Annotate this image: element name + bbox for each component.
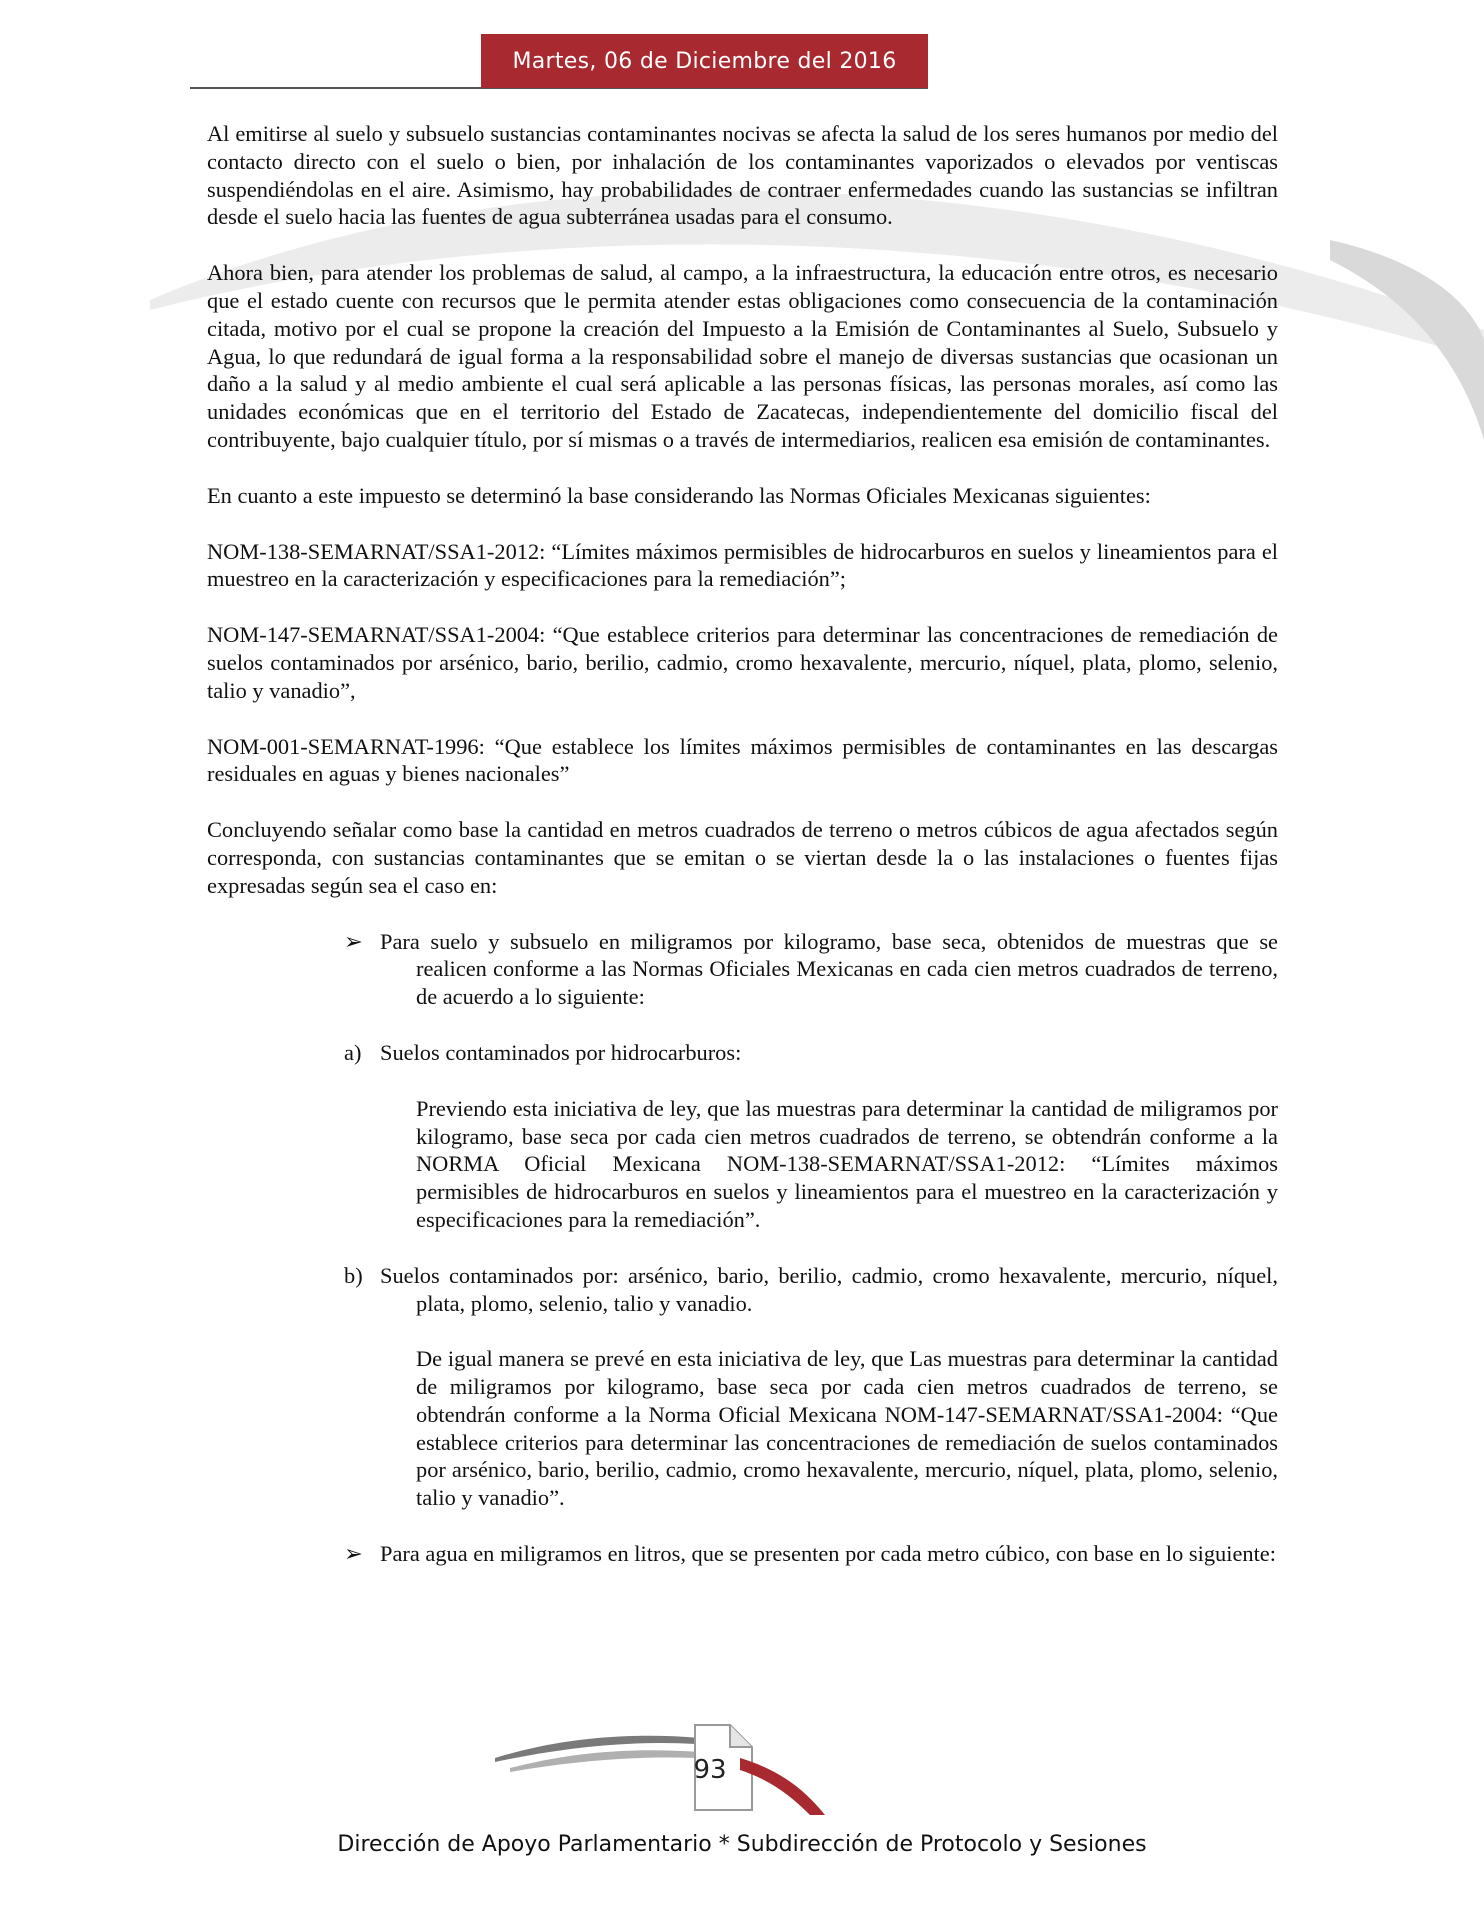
list-item-b [207,1262,1278,1318]
header-date-banner [481,34,928,88]
arrow-bullet-icon: ➢ [344,928,363,954]
paragraph-health-effects: Al emitirse al suelo y subsuelo sustancias contaminantes nocivas se afecta la salud de los seres humanos por medio del contacto directo con el suelo o bien, por inhalación de los contaminantes vaporizados o elevados por ventiscas suspendiéndolas en el aire. Asimismo, hay probabilidades de contraer enfermedades cuando las sustancias se infiltran desde el suelo hacia las fuentes de agua subterránea usadas para el consumo. [207,121,1278,230]
arrow-bullet-icon: ➢ [344,1541,363,1567]
list-item-soil-text: Para suelo y subsuelo en miligramos por kilogramo, base seca, obtenidos de muestras que se realicen conforme a las Normas Oficiales Mexicanas en cada cien metros cuadrados de terreno, de acuerdo a lo siguiente: [380,928,1278,1010]
list-item-water-text: Para agua en miligramos en litros, que se presenten por cada metro cúbico, con base en lo siguiente: [380,1541,1276,1567]
list-item-b-text: Suelos contaminados por: arsénico, bario, berilio, cadmio, cromo hexavalente, mercurio, níquel, plata, plomo, selenio, talio y vanadio. [380,1262,1278,1316]
list-item-a-detail: Previendo esta iniciativa de ley, que las muestras para determinar la cantidad de miligramos por kilogramo, base seca por cada cien metros cuadrados de terreno, se obtendrán conforme a la NORMA Oficial Mexicana NOM-138-SEMARNAT/SSA1-2012: “Límites máximos permisibles de hidrocarburos en suelos y lineamientos para el muestreo en la caracterización y especificaciones para la remediación”. [416,1095,1278,1232]
list-item-b-detail: De igual manera se prevé en esta iniciativa de ley, que Las muestras para determinar la cantidad de miligramos por kilogramo, base seca por cada cien metros cuadrados de terreno, se obtendrán conforme a la Norma Oficial Mexicana NOM-147-SEMARNAT/SSA1-2004: “Que establece criterios para determinar las concentraciones de remediación de suelos contaminados por arsénico, bario, berilio, cadmio, cromo hexavalente, mercurio, níquel, plata, plomo, selenio, talio y vanadio”. [416,1346,1278,1511]
paragraph-nom-147: NOM-147-SEMARNAT/SSA1-2004: “Que establece criterios para determinar las concentraciones de remediación de suelos contaminados por arsénico, bario, berilio, cadmio, cromo hexavalente, mercurio, níquel, plata, plomo, selenio, talio y vanadio”, [207,622,1278,703]
paragraph-conclusion: Concluyendo señalar como base la cantidad en metros cuadrados de terreno o metros cúbicos de agua afectados según corresponda, con sustancias contaminantes que se emitan o se viertan desde la o las instalaciones o fuentes fijas expresadas según sea el caso en: [207,817,1278,898]
footer-text: Dirección de Apoyo Parlamentario * Subdirección de Protocolo y Sesiones [337,1832,1147,1857]
list-marker-a: a) [344,1039,362,1065]
paragraph-nom-001: NOM-001-SEMARNAT-1996: “Que establece los límites máximos permisibles de contaminantes en las descargas residuales en aguas y bienes nacionales” [207,733,1278,787]
page-number: 93 [693,1755,727,1785]
list-item-a-text: Suelos contaminados por hidrocarburos: [380,1039,742,1065]
paragraph-base-norms: En cuanto a este impuesto se determinó la base considerando las Normas Oficiales Mexicanas siguientes: [207,482,1151,508]
list-item-soil [344,928,1278,1011]
list-marker-b: b) [344,1262,363,1288]
paragraph-tax-proposal: Ahora bien, para atender los problemas de salud, al campo, a la infraestructura, la educación entre otros, es necesario que el estado cuente con recursos que le permita atender estas obligaciones como consecuencia de la contaminación citada, motivo por el cual se propone la creación del Impuesto a la Emisión de Contaminantes al Suelo, Subsuelo y Agua, lo que redundará de igual forma a la responsabilidad sobre el manejo de diversas sustancias que ocasionan un daño a la salud y al medio ambiente el cual será aplicable a las personas físicas, las personas morales, así como las unidades económicas que en el territorio del Estado de Zacatecas, independientemente del domicilio fiscal del contribuyente, bajo cualquier título, por sí mismas o a través de intermediarios, realicen esa emisión de contaminantes. [207,260,1278,452]
list-item-a [207,1039,1278,1067]
header-date: Martes, 06 de Diciembre del 2016 [512,48,897,74]
document-body [207,120,1278,1596]
paragraph-nom-138: NOM-138-SEMARNAT/SSA1-2012: “Límites máximos permisibles de hidrocarburos en suelos y lineamientos para el muestreo en la caracterización y especificaciones para la remediación”; [207,538,1278,592]
list-item-water [344,1540,1278,1568]
